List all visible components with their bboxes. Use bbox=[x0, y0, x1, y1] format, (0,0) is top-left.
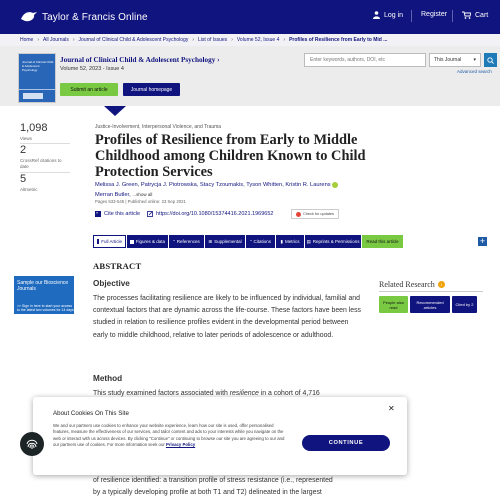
breadcrumb-volume[interactable]: Volume 52, Issue 4 bbox=[236, 37, 280, 43]
ad-title: Sample our Bioscience Journals bbox=[17, 280, 69, 292]
continue-button[interactable]: CONTINUE bbox=[302, 435, 390, 451]
cover-rule bbox=[19, 89, 56, 90]
ad-subtext: >> Sign in here to start your access to the latest two volumes for 14 days bbox=[17, 304, 74, 312]
method-heading: Method bbox=[93, 374, 123, 383]
cookie-title: About Cookies On This Site bbox=[53, 410, 129, 417]
info-icon[interactable]: i bbox=[438, 281, 445, 288]
site-name: Taylor & Francis Online bbox=[42, 11, 148, 23]
breadcrumb-issues[interactable]: List of Issues bbox=[198, 37, 228, 43]
bioscience-ad-banner[interactable] bbox=[14, 276, 74, 314]
privacy-policy-link[interactable]: Privacy Policy bbox=[165, 442, 196, 448]
document-icon bbox=[97, 239, 99, 244]
crossmark-icon bbox=[296, 212, 301, 217]
tab-cited-by[interactable]: Cited by 2 bbox=[452, 296, 477, 313]
bar-chart-icon: ▮ bbox=[280, 238, 283, 244]
cite-article-link[interactable]: " Cite this article bbox=[96, 211, 141, 217]
cookie-settings-button[interactable] bbox=[20, 432, 44, 456]
printer-icon: ▤ bbox=[306, 238, 311, 244]
results-text-line: of resilience identified: a transition profile of stress resistance (i.e., represented bbox=[93, 477, 333, 484]
link-icon bbox=[147, 211, 153, 217]
tab-figures-data[interactable]: Figures & data bbox=[127, 235, 168, 248]
quote-icon: " bbox=[249, 239, 252, 244]
related-research-heading: Related Research i bbox=[379, 280, 445, 289]
results-text-line: by a typically developing profile at both T1 and T2) delineated in the largest bbox=[93, 489, 322, 496]
article-tabs bbox=[93, 235, 420, 248]
author-list bbox=[95, 181, 395, 200]
search-input[interactable]: Enter keywords, authors, DOI, etc bbox=[304, 53, 426, 67]
nav-divider bbox=[411, 10, 412, 22]
expand-plus-icon[interactable]: + bbox=[479, 236, 486, 246]
journal-homepage-button[interactable]: Journal homepage bbox=[123, 83, 180, 96]
tab-references[interactable]: " References bbox=[169, 235, 204, 248]
plus-box-icon: ⊞ bbox=[208, 238, 213, 244]
breadcrumb-current: Profiles of Resilience from Early to Mid ... bbox=[289, 37, 388, 43]
register-link[interactable] bbox=[421, 11, 447, 18]
search-button[interactable] bbox=[484, 53, 497, 67]
tab-metrics[interactable]: ▮ Metrics bbox=[276, 235, 304, 248]
related-divider bbox=[379, 291, 483, 292]
cart-link[interactable] bbox=[462, 11, 488, 19]
read-article-button[interactable]: Read this article bbox=[362, 235, 403, 248]
login-label: Log in bbox=[384, 11, 404, 19]
author-butler[interactable]: Merran Butler, bbox=[95, 192, 131, 198]
check-for-updates-button[interactable]: Check for updates bbox=[291, 209, 339, 219]
chevron-down-icon: ▾ bbox=[473, 57, 476, 63]
quote-icon bbox=[95, 211, 101, 217]
tab-supplemental[interactable]: ⊞ Supplemental bbox=[205, 235, 245, 248]
nav-divider bbox=[452, 10, 453, 22]
cover-title: Journal of Clinical Child & Adolescent Psychology bbox=[22, 60, 54, 72]
tab-full-article[interactable]: Full Article bbox=[93, 235, 126, 248]
cover-publisher-mark bbox=[23, 93, 43, 99]
breadcrumb-journal[interactable]: Journal of Clinical Child & Adolescent Psychology bbox=[78, 37, 189, 43]
article-pages: Pages 533-545 | Published online: 23 Sep 2021 bbox=[95, 199, 186, 204]
login-link[interactable] bbox=[373, 11, 403, 19]
cart-icon bbox=[462, 11, 471, 19]
metric-divider bbox=[20, 143, 70, 144]
quote-icon: " bbox=[173, 239, 175, 244]
abstract-heading: ABSTRACT bbox=[93, 261, 142, 271]
altmetric-label: Altmetric bbox=[20, 187, 38, 192]
doi-link[interactable]: https://doi.org/10.1080/15374416.2021.1969652 bbox=[147, 211, 273, 217]
article-title: Profiles of Resilience from Early to Middle Childhood among Children Known to Child Protection Services bbox=[95, 132, 366, 180]
journal-volume: Volume 52, 2023 - Issue 4 bbox=[60, 66, 124, 72]
tab-people-also-read[interactable]: People also read bbox=[379, 296, 408, 313]
breadcrumb: Home › All Journals › Journal of Clinical Child & Adolescent Psychology › List of Issues › Volume 52, Issue 4 › Profiles of Resilience from Early to Mid ... bbox=[0, 34, 500, 46]
breadcrumb-all-journals[interactable]: All Journals bbox=[43, 37, 69, 43]
views-count: 1,098 bbox=[20, 122, 48, 134]
search-scope-select[interactable] bbox=[429, 53, 481, 67]
svg-text:": " bbox=[96, 212, 99, 217]
advanced-search-link[interactable]: Advanced search bbox=[457, 69, 492, 74]
crossref-count: 2 bbox=[20, 144, 27, 156]
article-category: Justice-Involvement, Interpersonal Violence, and Trauma bbox=[95, 124, 222, 130]
fingerprint-icon bbox=[25, 437, 39, 451]
journal-title[interactable]: Journal of Clinical Child & Adolescent Psychology › bbox=[60, 56, 220, 64]
top-navigation-bar bbox=[0, 0, 500, 34]
close-icon[interactable]: ✕ bbox=[388, 404, 395, 413]
register-label: Register bbox=[421, 11, 448, 18]
method-text: This study examined factors associated with resilience in a cohort of 4,716 bbox=[93, 390, 320, 397]
search-icon bbox=[487, 57, 494, 64]
objective-heading: Objective bbox=[93, 279, 130, 288]
authors-line[interactable]: Melissa J. Green, Patrycja J. Piotrowska, Stacy Tzoumakis, Tyson Whitten, Kristin R. Laurens bbox=[95, 181, 395, 190]
tab-reprints-permissions[interactable]: ▤ Reprints & Permissions bbox=[305, 235, 361, 248]
orcid-icon[interactable] bbox=[332, 182, 338, 188]
bird-logo-icon bbox=[20, 10, 38, 24]
search-scope-value: This Journal bbox=[434, 57, 462, 63]
cart-label: Cart bbox=[475, 11, 489, 19]
header-pointer bbox=[104, 106, 126, 116]
site-logo[interactable] bbox=[20, 10, 148, 24]
tab-citations[interactable]: " Citations bbox=[246, 235, 275, 248]
cookie-text: We and our partners use cookies to enhance your website experience, learn how our site is used, offer personalised features, measure the effectiveness of our services, and tailor content and ads to your interests while you navigate on the web or interact with us across devices. By clicking "Continue" or continuing to browse our site you are agreeing to our and our partners use of cookies. For more information seek our Privacy Policy bbox=[53, 423, 285, 448]
cookie-banner bbox=[33, 397, 407, 475]
user-icon bbox=[373, 11, 380, 19]
objective-text: The processes facilitating resilience are likely to be influenced by individual, familial and contextual factors that are dynamic across the life-course. These factors have been less studied in relation to resilience profiles evident in the developmental period between early to middle childhood, relative to later periods of adolescence or adulthood. bbox=[93, 295, 361, 339]
crossref-label: CrossRef citations to date bbox=[20, 158, 62, 169]
tab-recommended-articles[interactable]: Recommended articles bbox=[410, 296, 450, 313]
views-label: Views bbox=[20, 136, 32, 141]
metric-divider bbox=[20, 172, 70, 173]
show-all-authors-link[interactable]: ...show all bbox=[132, 192, 153, 197]
image-icon bbox=[130, 240, 134, 244]
breadcrumb-home[interactable]: Home bbox=[20, 37, 34, 43]
journal-cover[interactable] bbox=[18, 53, 56, 103]
altmetric-count: 5 bbox=[20, 173, 27, 185]
submit-article-button[interactable]: Submit an article bbox=[60, 83, 118, 96]
